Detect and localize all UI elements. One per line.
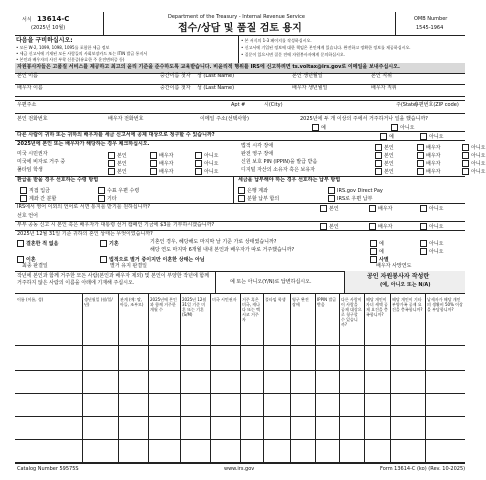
never-married-option[interactable]: 결혼한 적 없음 [17, 240, 58, 247]
dependents-col-header: 2025년에 본인과 함께 거주한 개월 수 [150, 297, 177, 312]
married-q-b-no[interactable]: 아니오 [420, 248, 444, 255]
dependents-col-header: 다른 사람이 이 사람을 공제 대상으로 청구할 수 있습니까? [341, 297, 362, 327]
q1-no[interactable]: 아니오 [420, 133, 444, 140]
refund-paper-check[interactable]: 수표 우편 수령 [98, 187, 139, 194]
status-left-check[interactable]: 아니오 [195, 168, 219, 175]
refund-method-heading: 환급을 받을 경우 선호하는 수령 방법 [17, 177, 99, 183]
final-decree-label: 최종 판결일 [22, 263, 48, 269]
volunteer-box-sub: (예, 아니오 또는 N/A) [380, 282, 431, 288]
pay-direct-pay[interactable]: IRS.gov Direct Pay [328, 187, 383, 194]
refund-split[interactable]: 계좌 간 분할 [20, 195, 56, 202]
married-option[interactable]: 기혼 [100, 240, 119, 247]
spouse-last-name-label: 성 (Last Name) [197, 85, 235, 91]
dependents-col-header: 2025년 12월 31일 기준 미혼 또는 기혼 (S/M) [182, 297, 207, 317]
preferred-language-label: 선호 언어 [17, 213, 38, 219]
status-right-check[interactable]: 배우자 [417, 144, 441, 151]
last-name-label: 성 (Last Name) [197, 73, 235, 79]
table-row[interactable] [15, 416, 465, 417]
table-row[interactable] [15, 370, 465, 371]
catalog-number: Catalog Number 59575S [17, 466, 79, 472]
married-q-a-yes[interactable]: 예 [370, 240, 384, 247]
dependents-col-header: 영구 완전 장애 [292, 297, 309, 307]
widowed-option[interactable]: 사별 [370, 256, 389, 263]
apt-label: Apt # [231, 102, 246, 108]
intro-item: • 질문이 있으시면 질문 전에 자원봉사자에게 문의하십시오. [241, 52, 345, 57]
language-spouse[interactable]: 배우자 [369, 205, 393, 212]
first-name-label: 본인 이름 [17, 73, 38, 79]
dependents-col-header: 해당 개인이 기타 부양가족 공제 요건을 충족합니까? [392, 297, 423, 312]
election-spouse[interactable]: 배우자 [369, 223, 393, 230]
status-item: 완전 영구 장애 [241, 151, 274, 157]
dependents-col-header: 생년월일 (월/일/년) [84, 297, 113, 307]
table-row[interactable] [15, 393, 465, 394]
table-row[interactable] [15, 439, 465, 440]
spouse-first-name-label: 배우자 이름 [17, 85, 43, 91]
married-q-a: 기혼인 경우, 혜당해도 마지막 날 기준 가로 상태였습니까? [150, 239, 277, 245]
dependent-claim-question: 다른 사람이 귀하 또는 귀하의 배우자를 세금 신고서에 공제 대상으로 청구할 수 있습니까? [17, 132, 215, 138]
department-line: Department of the Treasury - Internal Revenue Service [168, 14, 305, 20]
refund-direct-deposit[interactable]: 직접 입금 [20, 187, 50, 194]
form-title: 접수/상담 및 품질 검토 용지 [178, 23, 302, 34]
dependents-col-header: 납세자가 해당 개인의 생활비 50% 이상을 부담합니까? [427, 297, 463, 312]
language-question: IRS에서 영어 이외의 언어로 서면 통지를 받기를 원하십니까? [17, 204, 150, 210]
intro-item: • 모든 W-2, 1099, 1098, 1095를 포함한 세금 정보 [16, 45, 110, 50]
married-q-a-no[interactable]: 아니오 [420, 240, 444, 247]
form-number: 13614-C [37, 15, 70, 23]
dependents-col-header: 미국 시민권자 [212, 297, 237, 302]
married-q-b: 해당 연도 마지막 6개월 내내 본인과 배우자가 따로 거주했습니까? [150, 247, 295, 253]
spouse-phone-label: 배우자 전화번호 [108, 116, 144, 122]
status-right-check[interactable]: 본인 [375, 168, 394, 175]
form-label: 서식 [22, 17, 32, 23]
intro-item: • 신고서에 기입된 정보에 대한 책임은 본인에게 있습니다. 완전하고 정확한 정보를 제공하십시오. [241, 45, 411, 50]
legally-separated-option[interactable]: 법적으로 별거 중이지만 이혼한 상태는 아님 [100, 256, 205, 263]
dependents-col-header: 해당 개인이 자녀 세액 공제 요건을 충족합니까? [366, 297, 388, 317]
omb-number: 1545-1964 [416, 25, 444, 31]
status-item: 디지털 자산의 소유자 혹은 보유자 [241, 167, 315, 173]
payment-method-heading: 세금을 납부해야 하는 경우 선호하는 납부 방법 [238, 177, 341, 183]
status-right-check[interactable]: 배우자 [417, 168, 441, 175]
status-left-check[interactable]: 본인 [108, 168, 127, 175]
status-right-check[interactable]: 아니오 [462, 160, 486, 167]
multi-state-yes[interactable]: 예 [312, 124, 326, 131]
refund-other[interactable]: 기타 [98, 195, 117, 202]
status-right-check[interactable]: 배우자 [417, 152, 441, 159]
spouse-dob-label: 배우자 생년월일 [292, 85, 328, 91]
status-left-check[interactable]: 아니오 [195, 160, 219, 167]
yes-no-instruction: 예 또는 아니오(Y/N)로 답변하십시오. [230, 279, 312, 285]
status-left-check[interactable]: 배우자 [150, 168, 174, 175]
dependents-col-header: 관계 (예: 딸, 아들, 조부모) [120, 297, 144, 307]
status-item: 신원 보호 PIN (IPPIN)을 발급 받음 [241, 159, 318, 165]
multi-state-no[interactable]: 아니오 [391, 124, 415, 131]
status-left-check[interactable]: 아니오 [195, 152, 219, 159]
city-label: 시(City) [264, 102, 283, 108]
separate-maintenance-label: 별거 유지 판결일 [110, 263, 147, 269]
dependents-instructions: 작년에 본인과 함께 거주한 모든 사람(본인과 배우자 제외) 및 본인이 부양한 작년에 함께 거주하지 않은 사람의 이름을 아래에 기재해 주십시오. [17, 273, 210, 286]
married-q-b-yes[interactable]: 예 [370, 248, 384, 255]
intro-item: • 본인과 배우자의 사진 부착 신분증(유효한 주 운전면허증 등) [16, 57, 125, 62]
form-year: (2025년 10월) [31, 25, 66, 31]
status-right-check[interactable]: 배우자 [417, 160, 441, 167]
status-right-check[interactable]: 아니오 [462, 144, 486, 151]
language-yes[interactable]: 본인 [320, 205, 339, 212]
election-fund-question: 부부 공동 신고 시 본인 혹은 배우자가 대통령 선거 캠페인 기금에 $3를 기부하시겠습니까? [17, 222, 215, 228]
dependents-col-header: 거주 혹은 미국, 캐나다 또는 멕시코 거주자 [242, 297, 260, 322]
q1-yes[interactable]: 예 [380, 133, 394, 140]
status-right-check[interactable]: 아니오 [462, 168, 486, 175]
irs-website: www.irs.gov [224, 466, 255, 472]
status-right-check[interactable]: 본인 [375, 144, 394, 151]
omb-label: OMB Number [414, 16, 448, 22]
spouse-death-year-label: 배우자 사망연도 [376, 263, 412, 269]
phone-label: 본인 전화번호 [17, 116, 48, 122]
status-left-check[interactable]: 본인 [108, 152, 127, 159]
status-check-heading: 2025년에 본인 또는 배우자가 해당하는 경우 체크하십시오. [17, 141, 150, 147]
intro-item: • 세금 신고서에 기재된 모든 사람들의 사회보장카드 또는 ITIN 발급 통지서 [16, 51, 148, 56]
dependents-col-header: 이름 (이름, 성) [17, 297, 44, 302]
zip-label: 우편번호(ZIP code) [414, 102, 459, 108]
volunteer-box-title: 공인 자원봉사자 작성란 [367, 273, 430, 280]
election-self[interactable]: 본인 [320, 223, 339, 230]
spouse-middle-initial-label: 중간이름 첫자 [160, 85, 191, 91]
intro-heading: 다음을 구비하십시오: [16, 37, 73, 44]
pay-mail[interactable]: IRS로 우편 납부 [328, 195, 372, 202]
email-label: 이메일 주소(선택사항) [200, 116, 249, 122]
intro-item: • 본 서식의 1-3 페이지를 작성하십시오. [241, 38, 312, 43]
state-label: 주(State) [396, 102, 418, 108]
ethics-banner-text: 자원봉사자들은 고품질 서비스를 제공하고 최고의 윤리 기준을 준수하도록 교육받습니다. 비윤리적 행위를 IRS에 신고하려면 ts.voltax@irs.gov로 이메일을 보내주십시오. [17, 64, 400, 70]
pay-installment[interactable]: 분할 납부 합의 [238, 195, 279, 202]
status-left-check[interactable]: 배우자 [150, 160, 174, 167]
form-revision: Form 13614-C (ko) (Rev. 10-2025) [380, 466, 466, 472]
pay-bank-account[interactable]: 은행 계좌 [238, 187, 268, 194]
job-title-label: 본인 직위 [371, 73, 392, 79]
dob-label: 본인 생년월일 [292, 73, 323, 79]
language-no[interactable]: 아니오 [420, 205, 444, 212]
status-item: 법적 시각 장애 [241, 143, 274, 149]
divorced-option[interactable]: 이혼 [17, 256, 36, 263]
election-no[interactable]: 아니오 [420, 223, 444, 230]
status-item: 풀타임 학생 [17, 167, 43, 173]
spouse-job-title-label: 배우자 직위 [371, 85, 397, 91]
address-label: 우편주소 [17, 102, 37, 108]
status-item: 미국에 비자로 거주 중 [17, 159, 66, 165]
dependents-col-header: 풀타임 학생 [265, 297, 286, 302]
marital-status-question: 2025년 12월 31일 기준 귀하의 혼인 상태는 무엇이었습니까? [17, 231, 153, 237]
status-right-check[interactable]: 아니오 [462, 152, 486, 159]
status-left-check[interactable]: 배우자 [150, 152, 174, 159]
status-item: 미국 시민권자 [17, 151, 48, 157]
status-right-check[interactable]: 본인 [375, 152, 394, 159]
status-left-check[interactable]: 본인 [108, 160, 127, 167]
status-right-check[interactable]: 본인 [375, 160, 394, 167]
dependents-col-header: IPPIN 발급 받음 [317, 297, 337, 307]
multi-state-question: 2025년에 두 개 이상의 주에서 거주하거나 일을 했습니까? [300, 116, 428, 122]
middle-initial-label: 중간이름 첫자 [160, 73, 191, 79]
